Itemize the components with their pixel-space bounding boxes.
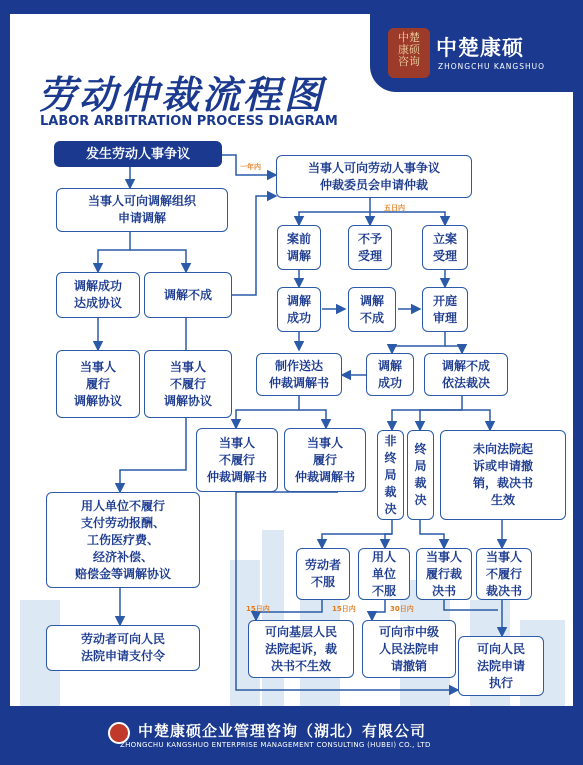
node-pre-mediation-success: 调解 成功 [277, 287, 321, 332]
node-perform-agreement: 当事人 履行 调解协议 [56, 350, 140, 418]
page-title: 劳动仲裁流程图 [38, 73, 326, 117]
page-subtitle: LABOR ARBITRATION PROCESS DIAGRAM [40, 114, 338, 129]
node-mediation-fail: 调解不成 [144, 272, 232, 318]
company-name: 中楚康硕 [436, 36, 524, 60]
company-seal-logo: 中楚 康硕 咨询 [388, 28, 430, 78]
node-case-accepted: 立案 受理 [422, 225, 468, 270]
node-worker-disagree: 劳动者 不服 [296, 548, 350, 600]
node-employer-not-pay: 用人单位不履行 支付劳动报酬、 工伤医疗费、 经济补偿、 赔偿金等调解协议 [46, 492, 200, 588]
node-lawful-ruling: 调解不成 依法裁决 [424, 353, 508, 396]
node-non-final-ruling: 非 终 局 裁 决 [377, 430, 404, 520]
company-name-english: ZHONGCHU KANGSHUO [438, 62, 545, 71]
note-five-days: 五日内 [384, 204, 405, 212]
node-apply-arbitration: 当事人可向劳动人事争议 仲裁委员会申请仲裁 [276, 155, 472, 198]
node-sue-basic-court: 可向基层人民 法院起诉，裁 决书不生效 [248, 620, 354, 678]
note-one-year: 一年内 [240, 163, 261, 171]
note-thirty-days: 30日内 [390, 605, 414, 613]
node-court-hearing: 开庭 审理 [422, 287, 468, 332]
node-dispute-occurs: 发生劳动人事争议 [54, 141, 222, 167]
node-apply-mediation-org: 当事人可向调解组织 申请调解 [56, 188, 228, 232]
note-fifteen-days-b: 15日内 [332, 605, 356, 613]
note-fifteen-days-a: 15日内 [246, 605, 270, 613]
node-mediation-document: 制作送达 仲裁调解书 [256, 353, 342, 396]
node-not-accepted: 不予 受理 [348, 225, 392, 270]
node-final-ruling: 终 局 裁 决 [407, 430, 434, 520]
node-hearing-mediation-success: 调解 成功 [366, 353, 414, 396]
node-not-perform-mediation-doc: 当事人 不履行 仲裁调解书 [196, 428, 278, 492]
node-revoke-city-court: 可向市中级 人民法院申 请撤销 [362, 620, 456, 678]
node-not-perform-agreement: 当事人 不履行 调解协议 [144, 350, 232, 418]
footer-company-name: 中楚康硕企业管理咨询（湖北）有限公司 [138, 722, 427, 740]
node-employer-disagree: 用人 单位 不服 [358, 548, 410, 600]
node-perform-award: 当事人 履行裁 决书 [416, 548, 472, 600]
node-ruling-effective: 未向法院起 诉或申请撤 销，裁决书 生效 [440, 430, 566, 520]
footer-company-english: ZHONGCHU KANGSHUO ENTERPRISE MANAGEMENT CONSULTING (HUBEI) CO., LTD [120, 741, 431, 749]
node-payment-order: 劳动者可向人民 法院申请支付令 [46, 625, 200, 671]
node-pre-case-mediation: 案前 调解 [277, 225, 321, 270]
node-court-enforcement: 可向人民 法院申请 执行 [458, 636, 544, 696]
node-perform-mediation-doc: 当事人 履行 仲裁调解书 [284, 428, 366, 492]
node-pre-mediation-fail: 调解 不成 [348, 287, 396, 332]
node-mediation-success: 调解成功 达成协议 [56, 272, 140, 318]
node-not-perform-award: 当事人 不履行 裁决书 [476, 548, 532, 600]
